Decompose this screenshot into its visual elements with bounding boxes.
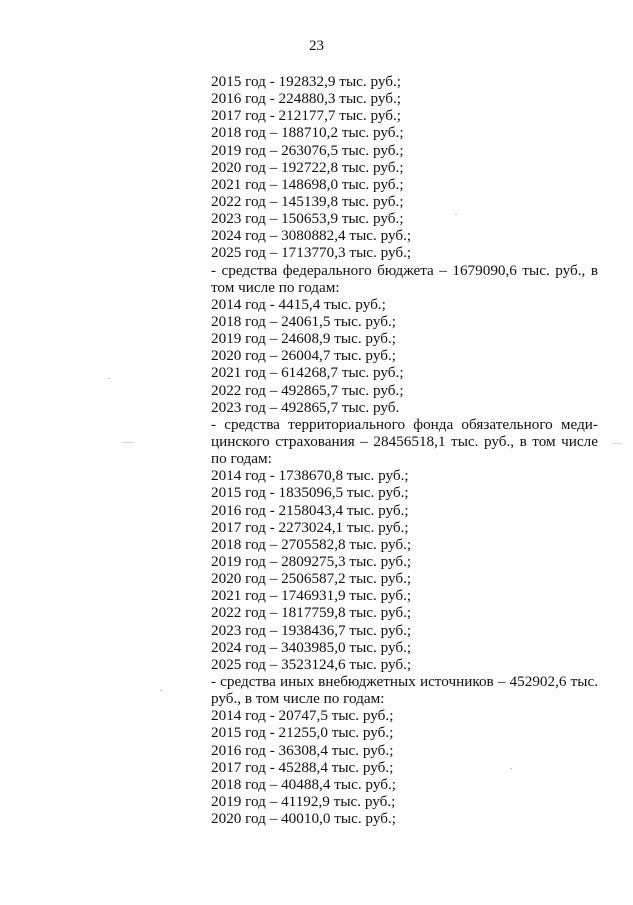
funding-line: 2024 год – 3080882,4 тыс. руб.; — [211, 227, 412, 245]
funding-line: 2016 год - 36308,4 тыс. руб.; — [211, 741, 394, 759]
funding-line: 2021 год – 614268,7 тыс. руб.; — [211, 364, 404, 382]
scan-speck — [108, 378, 110, 379]
other-sources-section — [211, 673, 598, 827]
scan-speck — [122, 442, 134, 443]
federal-budget-heading: - средства федерального бюджета – 1679090,6 тыс. руб., в том числе по годам: — [211, 261, 598, 296]
page-body — [211, 73, 598, 827]
funding-line: 2019 год – 263076,5 тыс. руб.; — [211, 141, 404, 159]
federal-budget-section — [211, 262, 598, 416]
funding-line: 2016 год - 2158043,4 тыс. руб.; — [211, 501, 409, 519]
funding-line: 2018 год – 24061,5 тыс. руб.; — [211, 313, 396, 330]
funding-line: 2021 год – 1746931,9 тыс. руб.; — [211, 587, 412, 605]
funding-line: 2025 год – 3523124,6 тыс. руб.; — [211, 655, 412, 673]
scan-speck — [612, 443, 622, 444]
funding-line: 2022 год – 1817759,8 тыс. руб.; — [211, 604, 412, 622]
funding-line: 2020 год – 192722,8 тыс. руб.; — [211, 158, 404, 176]
funding-line: 2015 год - 21255,0 тыс. руб.; — [211, 724, 394, 742]
funding-line: 2014 год - 4415,4 тыс. руб.; — [211, 295, 386, 313]
funding-line: 2023 год – 492865,7 тыс. руб. — [211, 398, 400, 416]
funding-line: 2022 год – 492865,7 тыс. руб.; — [211, 381, 404, 399]
funding-line: 2019 год – 41192,9 тыс. руб.; — [211, 793, 396, 811]
funding-line: 2019 год – 2809275,3 тыс. руб.; — [211, 553, 412, 571]
funding-line: 2024 год – 3403985,0 тыс. руб.; — [211, 638, 412, 656]
page-number: 23 — [309, 38, 324, 54]
funding-line: 2017 год - 212177,7 тыс. руб.; — [211, 107, 402, 125]
scan-speck — [160, 690, 162, 691]
funding-line: 2018 год – 188710,2 тыс. руб.; — [211, 124, 404, 142]
other-sources-heading: - средства иных внебюджетных источников – 452902,6 тыс. руб., в том числе по годам: — [211, 673, 598, 708]
funding-line: 2014 год - 1738670,8 тыс. руб.; — [211, 467, 409, 485]
funding-line: 2016 год - 224880,3 тыс. руб.; — [211, 90, 402, 108]
funding-line: 2017 год - 2273024,1 тыс. руб.; — [211, 518, 409, 536]
funding-line: 2020 год – 40010,0 тыс. руб.; — [211, 810, 396, 828]
oms-fund-heading: - средства территориального фонда обязательного меди- цинского страхования – 28456518,1 тыс. руб., в том числе по годам: — [211, 415, 598, 468]
funding-list-continued — [211, 73, 598, 262]
funding-line: 2023 год – 1938436,7 тыс. руб.; — [211, 621, 412, 639]
funding-line: 2017 год - 45288,4 тыс. руб.; — [211, 758, 394, 776]
funding-line: 2021 год – 148698,0 тыс. руб.; — [211, 175, 404, 193]
funding-line: 2022 год – 145139,8 тыс. руб.; — [211, 192, 404, 210]
funding-line: 2018 год – 40488,4 тыс. руб.; — [211, 775, 396, 793]
funding-line: 2020 год – 2506587,2 тыс. руб.; — [211, 570, 412, 588]
scan-speck — [510, 768, 512, 769]
scan-speck — [455, 214, 457, 215]
funding-line: 2020 год – 26004,7 тыс. руб.; — [211, 347, 396, 365]
funding-line: 2014 год - 20747,5 тыс. руб.; — [211, 707, 394, 725]
funding-line: 2019 год – 24608,9 тыс. руб.; — [211, 330, 396, 348]
funding-line: 2015 год - 1835096,5 тыс. руб.; — [211, 484, 409, 502]
funding-line: 2015 год - 192832,9 тыс. руб.; — [211, 73, 402, 90]
funding-line: 2023 год – 150653,9 тыс. руб.; — [211, 210, 404, 228]
oms-fund-section — [211, 416, 598, 673]
funding-line: 2025 год – 1713770,3 тыс. руб.; — [211, 244, 412, 262]
funding-line: 2018 год – 2705582,8 тыс. руб.; — [211, 535, 412, 553]
